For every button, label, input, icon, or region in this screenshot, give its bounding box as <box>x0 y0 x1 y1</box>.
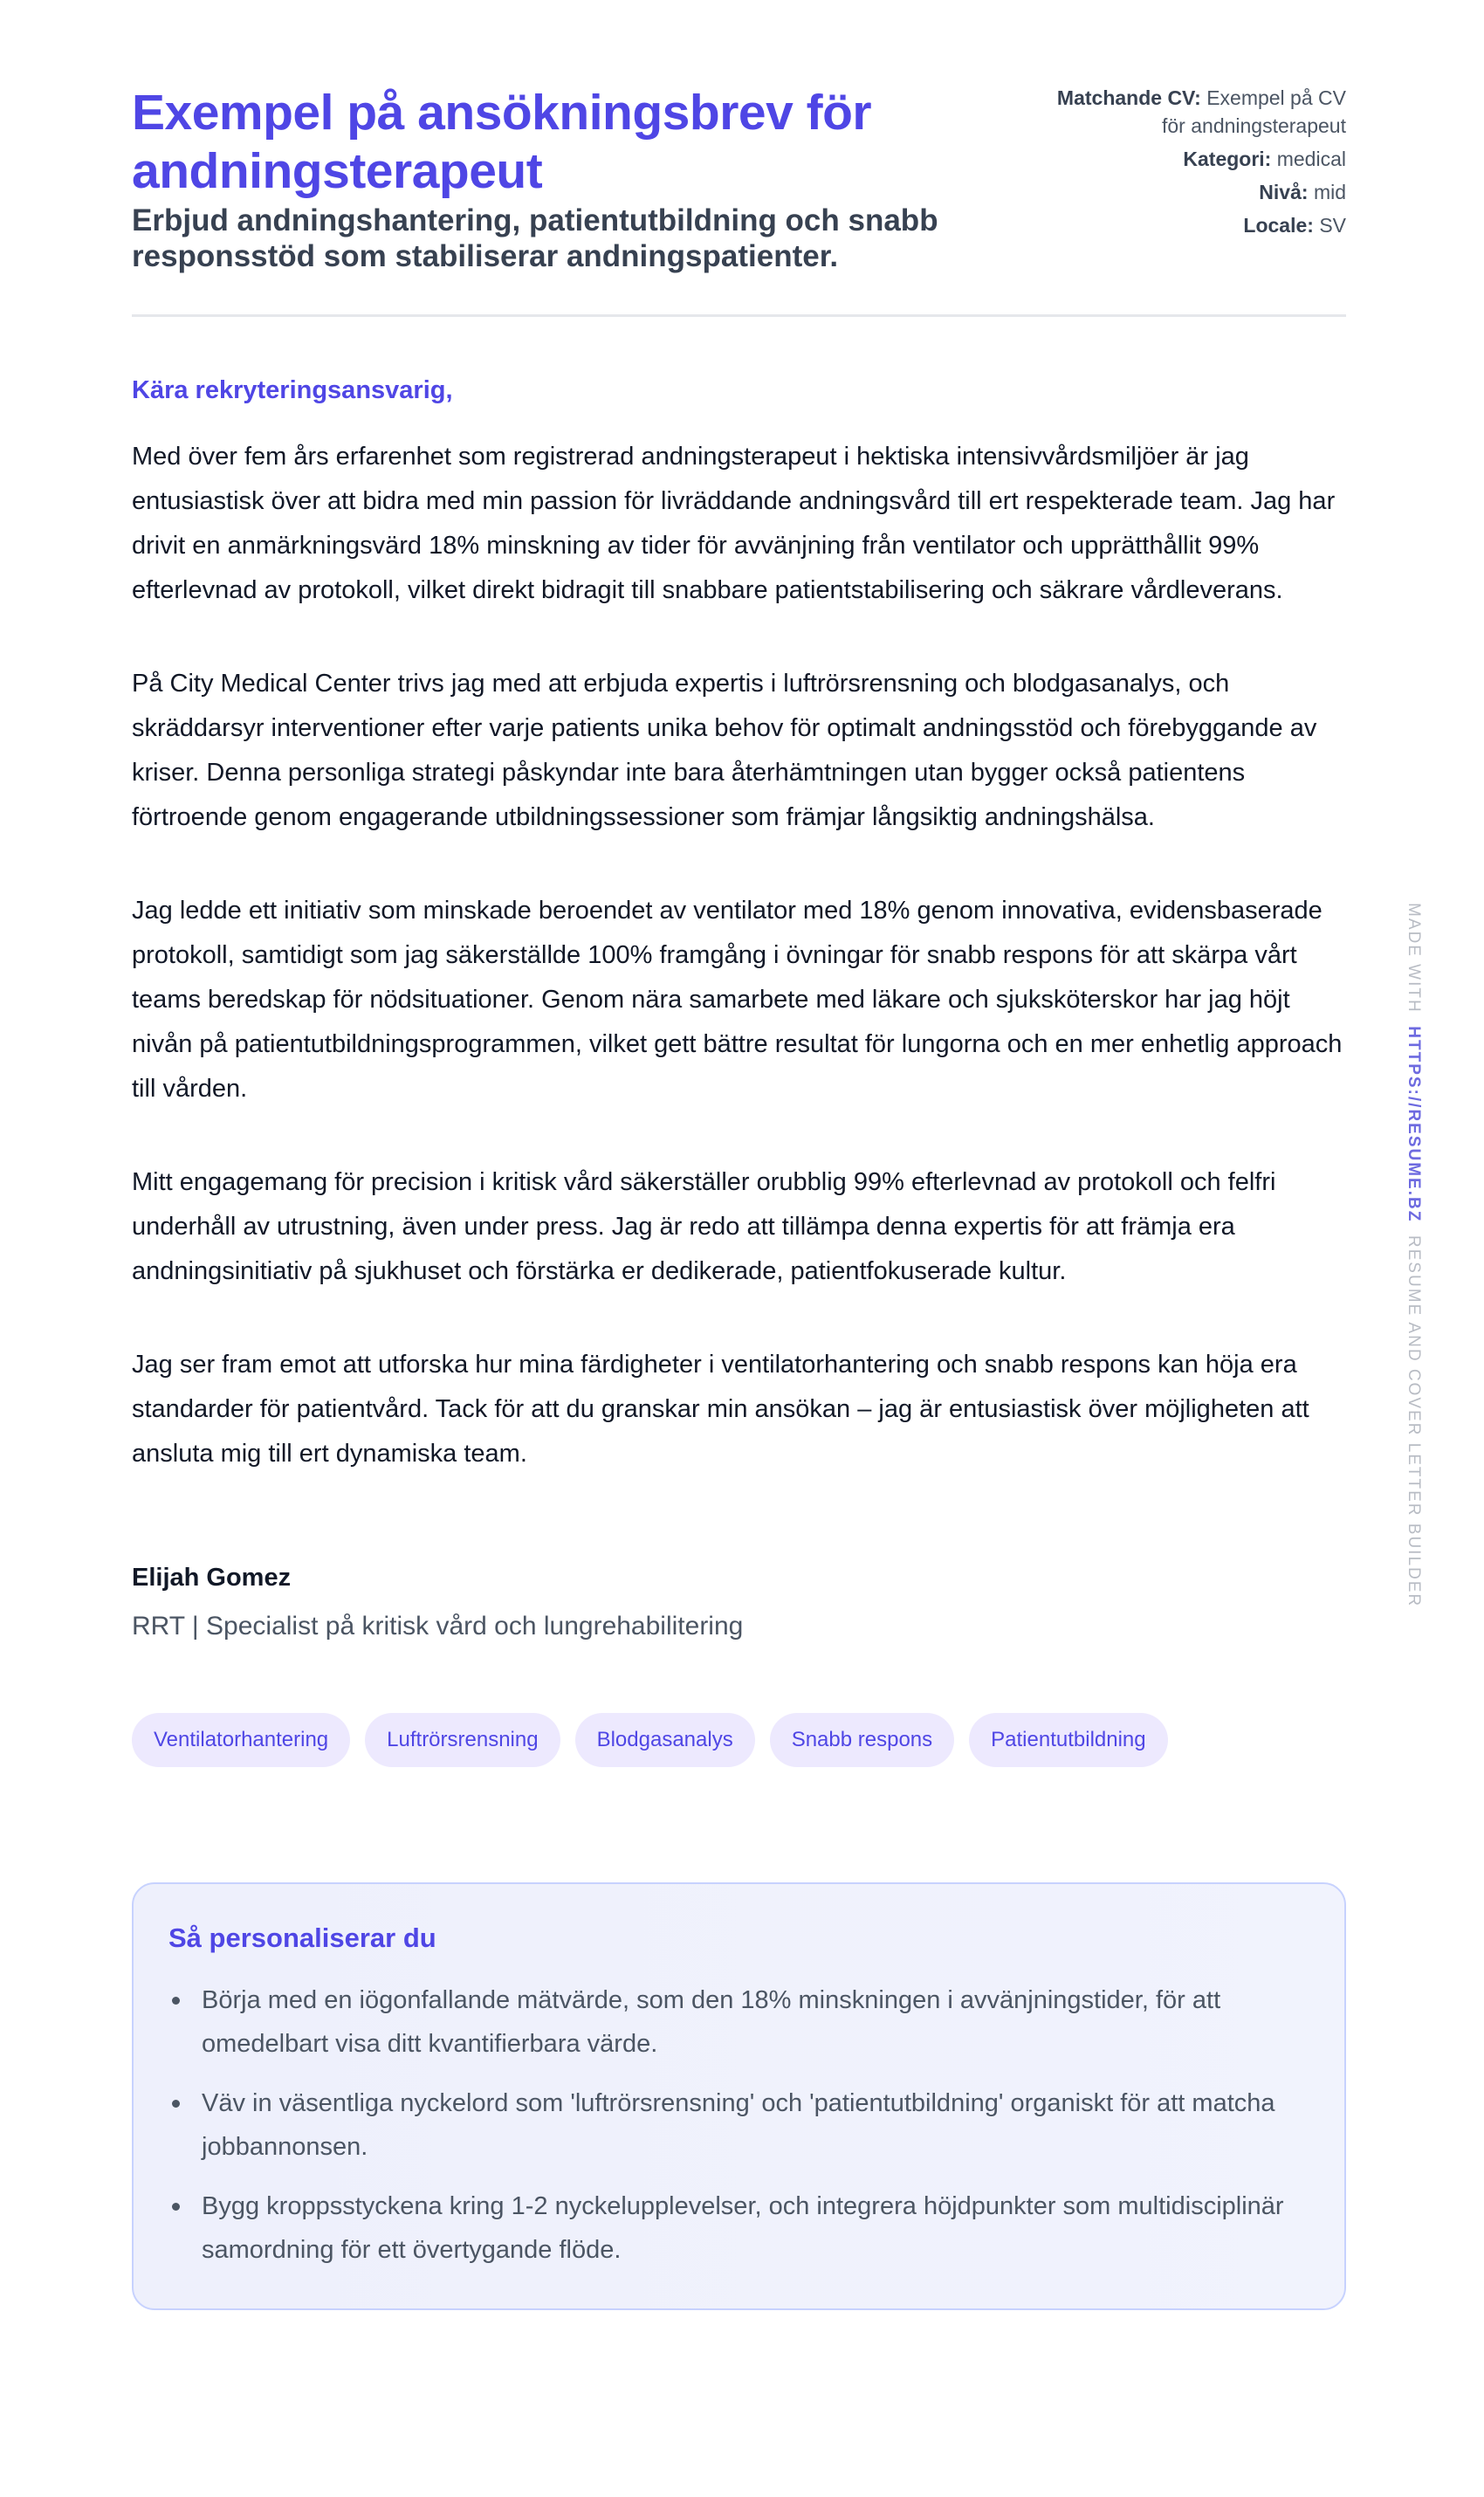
letter-paragraph: Jag ledde ett initiativ som minskade beroendet av ventilator med 18% genom innovativa, evidensbaserade protokoll, samtidigt som jag säkerställde 100% framgång i övningar för snabb respons för att skärpa vårt teams beredskap för nödsituationer. Genom nära samarbete med läkare och sjuksköterskor har jag höjt nivån på patientutbildningsprogrammen, vilket gett bättre resultat för lungorna och en mer enhetlig approach till vården. <box>132 897 1343 1103</box>
skill-tags <box>132 1713 1346 1767</box>
meta-locale: Locale: SV <box>1243 214 1346 237</box>
tips-heading: Så personaliserar du <box>168 1923 436 1953</box>
skill-tag: Luftrörsrensning <box>365 1713 560 1767</box>
page-subtitle: Erbjud andningshantering, patientutbildning och snabb responsstöd som stabiliserar andningspatienter. <box>132 203 938 273</box>
cover-letter-page <box>132 84 1346 2310</box>
watermark: MADE WITH HTTPS://RESUME.BZ RESUME AND COVER LETTER BUILDER <box>1405 903 1423 1608</box>
resume-bz-link[interactable]: HTTPS://RESUME.BZ <box>1405 1026 1423 1223</box>
meta-matching-cv: Matchande CV: Exempel på CV för andningsterapeut <box>1056 86 1346 137</box>
letter-paragraph: Jag ser fram emot att utforska hur mina färdigheter i ventilatorhantering och snabb respons kan höja era standarder för patientvård. Tack för att du granskar min ansökan – jag är entusiastisk över möjligheten att ansluta mig till ert dynamiska team. <box>132 1351 1309 1468</box>
skill-tag: Ventilatorhantering <box>132 1713 350 1767</box>
skill-tag: Blodgasanalys <box>575 1713 755 1767</box>
signature <box>132 1564 1346 1641</box>
tip-item: Väv in väsentliga nyckelord som 'luftrörsrensning' och 'patientutbildning' organiskt för att matcha jobbannonsen. <box>168 2081 1309 2169</box>
letter-paragraph: Med över fem års erfarenhet som registrerad andningsterapeut i hektiska intensivvårdsmiljöer är jag entusiastisk över att bidra med min passion för livräddande andningsvård till ert respekterade team. Jag har drivit en anmärkningsvärd 18% minskning av tider för avvänjning från ventilator och upprätthållit 99% efterlevnad av protokoll, vilket direkt bidragit till snabbare patientstabilisering och säkrare vårdleverans. <box>132 443 1336 604</box>
skill-tag: Patientutbildning <box>969 1713 1167 1767</box>
tip-item: Börja med en iögonfallande mätvärde, som den 18% minskningen i avvänjningstider, för att omedelbart visa ditt kvantifierbara värde. <box>168 1978 1309 2066</box>
personalization-tips <box>132 1882 1346 2310</box>
header <box>132 84 1346 317</box>
meta-category: Kategori: medical <box>1183 148 1346 170</box>
greeting: Kära rekryteringsansvarig, <box>132 376 453 404</box>
signature-title: RRT | Specialist på kritisk vård och lungrehabilitering <box>132 1612 744 1641</box>
page-title: Exempel på ansökningsbrev för andningsterapeut <box>132 85 872 199</box>
matching-cv-link[interactable]: Exempel på CV för andningsterapeut <box>1162 86 1346 137</box>
signature-name: Elijah Gomez <box>132 1564 292 1592</box>
tip-item: Bygg kroppsstyckena kring 1-2 nyckelupplevelser, och integrera höjdpunkter som multidisciplinär samordning för ett övertygande flöde. <box>168 2184 1309 2272</box>
letter-paragraph: Mitt engagemang för precision i kritisk vård säkerställer orubblig 99% efterlevnad av protokoll och felfri underhåll av utrustning, även under press. Jag är redo att tillämpa denna expertis för att främja era andningsinitiativ på sjukhuset och förstärka er dedikerade, patientfokuserade kultur. <box>132 1168 1276 1285</box>
meta-info <box>1032 84 1346 274</box>
letter-paragraph: På City Medical Center trivs jag med att erbjuda expertis i luftrörsrensning och blodgasanalys, och skräddarsyr interventioner efter varje patients unika behov för optimalt andningsstöd och förebyggande av kriser. Denna personliga strategi påskyndar inte bara återhämtningen utan bygger också patientens förtroende genom engagerande utbildningssessioner som främjar långsiktig andningshälsa. <box>132 670 1317 831</box>
skill-tag: Snabb respons <box>770 1713 954 1767</box>
meta-level: Nivå: mid <box>1259 181 1346 203</box>
